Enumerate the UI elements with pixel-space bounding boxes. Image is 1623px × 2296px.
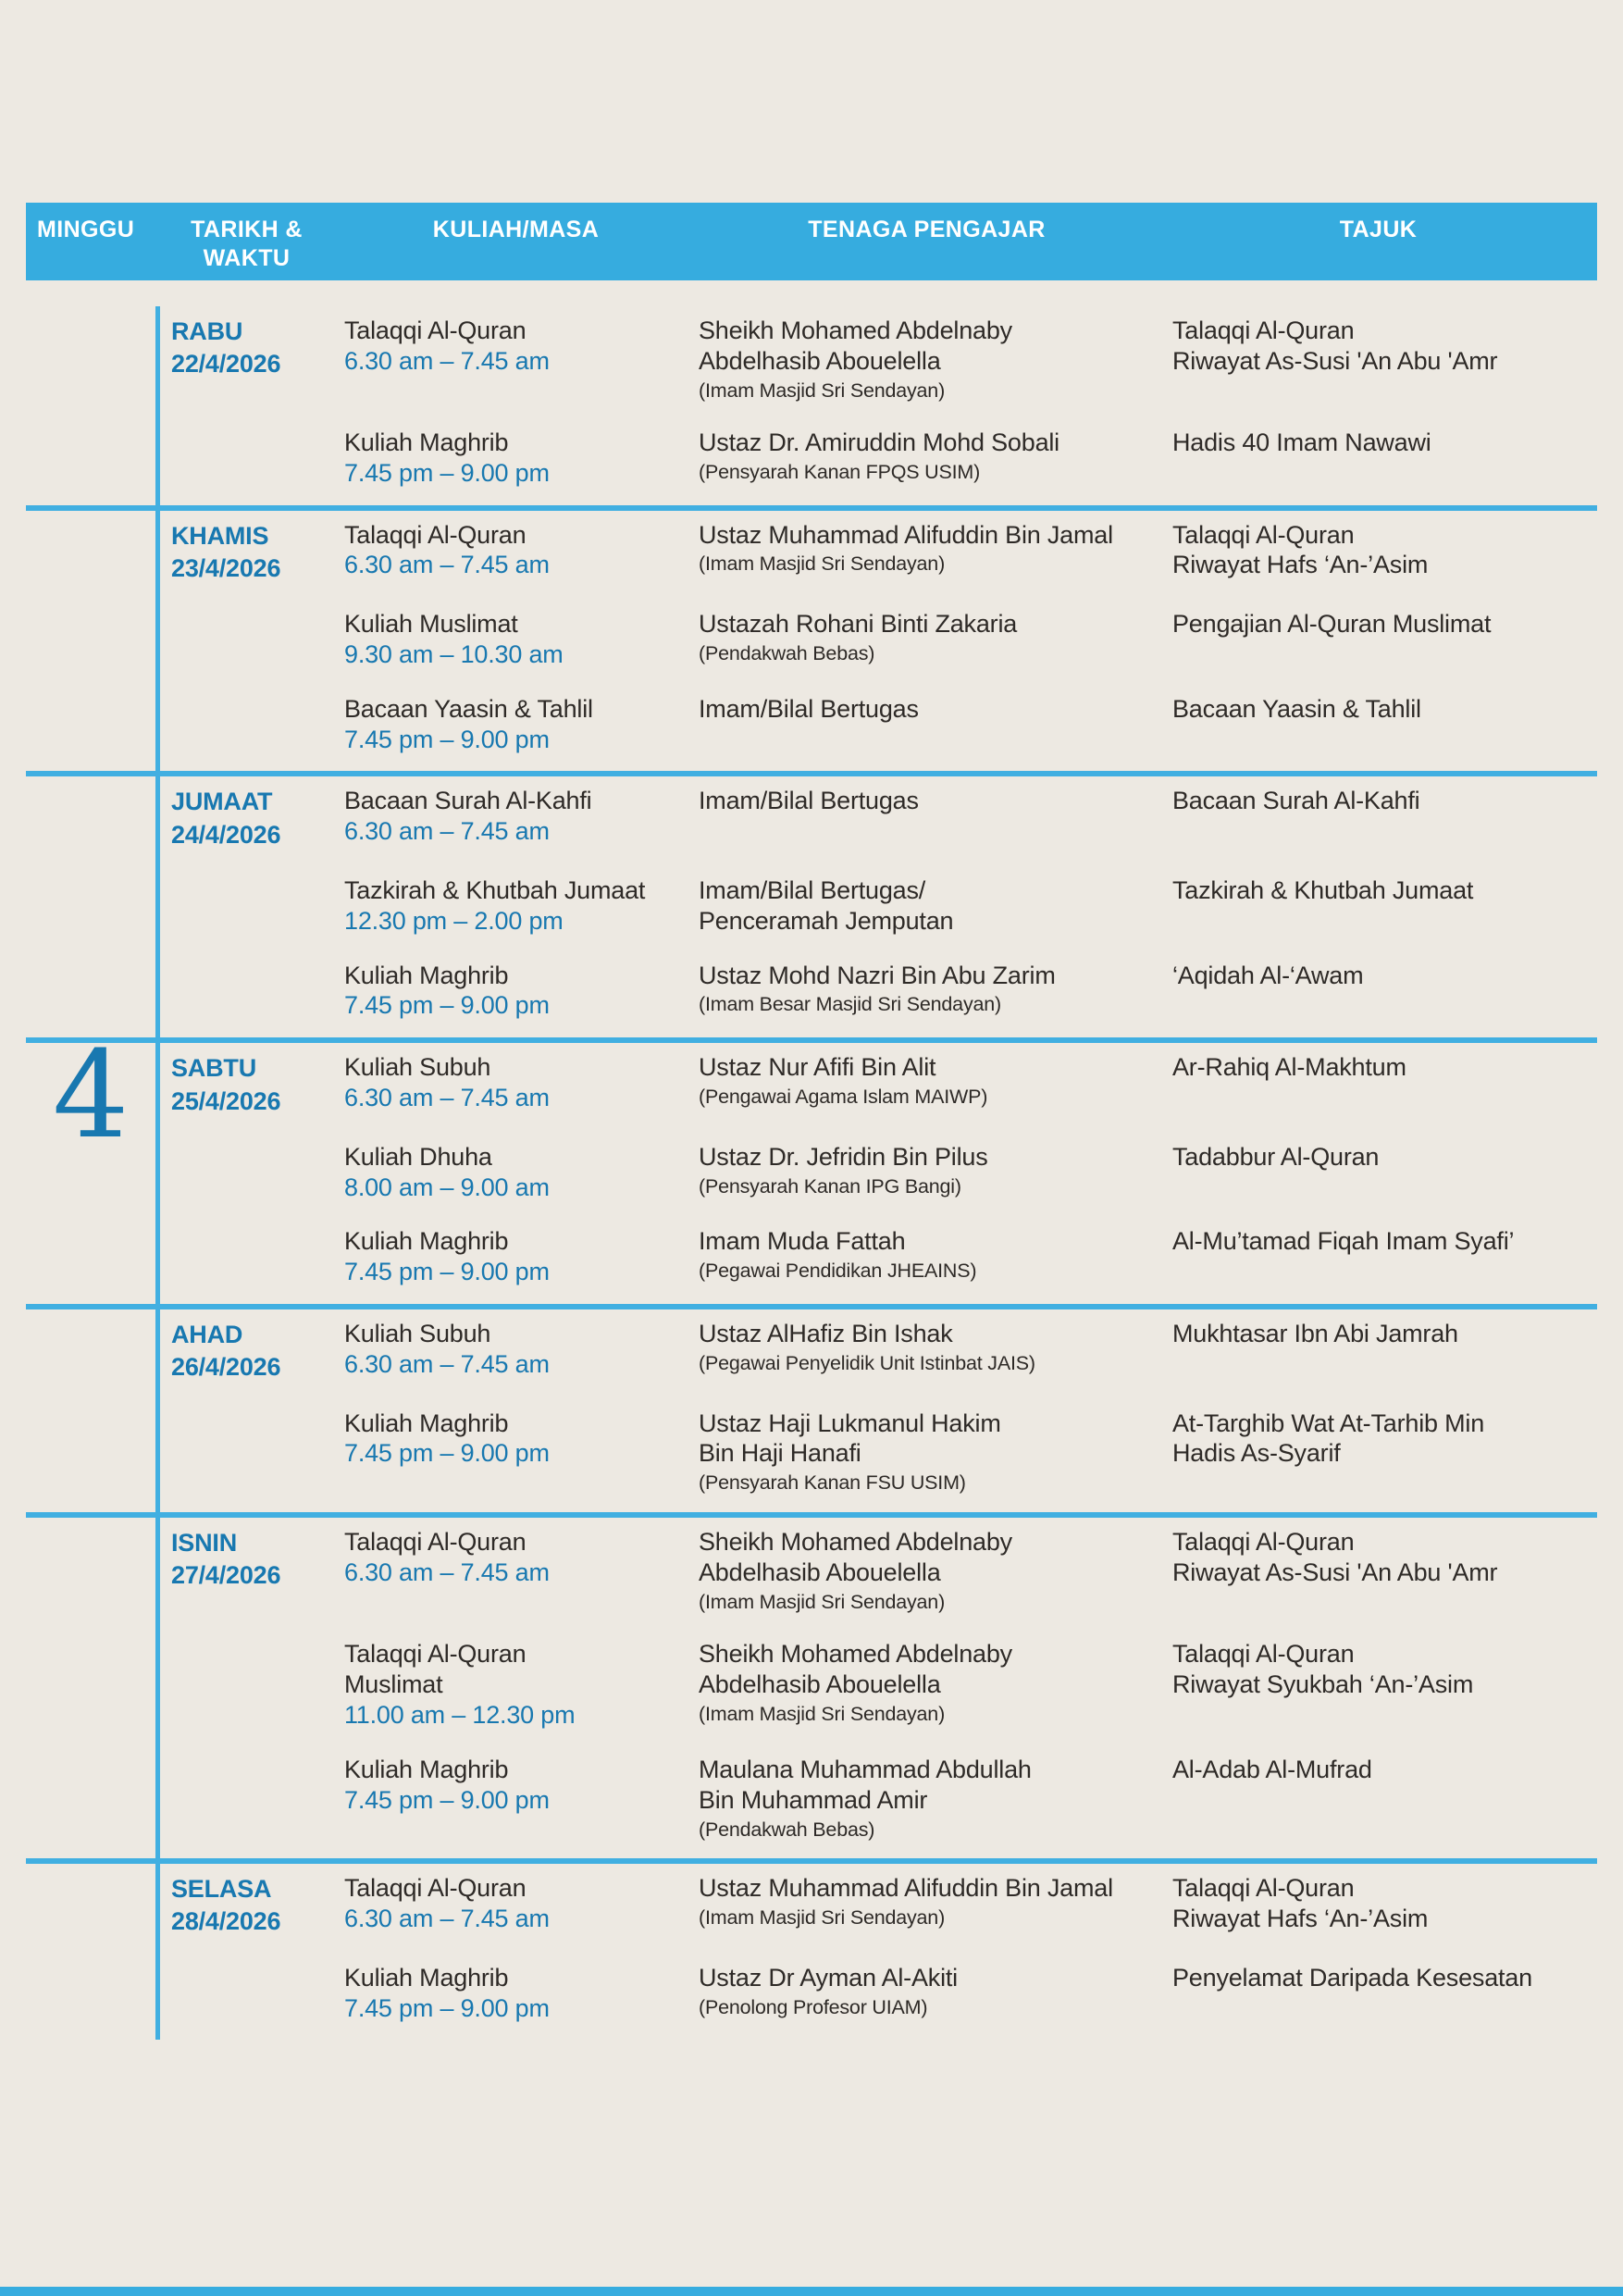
lecture-time: 7.45 pm – 9.00 pm: [344, 725, 550, 753]
header-tarikh-waktu: [155, 203, 338, 280]
instructor-cell: [694, 1961, 1159, 2024]
instructor-cell: [694, 426, 1159, 489]
instructor-role: (Pengawai Agama Islam MAIWP): [699, 1086, 988, 1109]
instructor-cell: [694, 314, 1159, 403]
topic-title: Penyelamat Daripada Kesesatan: [1172, 1963, 1532, 1992]
day-name: AHAD: [171, 1321, 243, 1349]
instructor-role: (Imam Masjid Sri Sendayan): [699, 1906, 946, 1930]
lecture-cell: [338, 314, 694, 403]
header-tajuk: TAJUK: [1339, 217, 1418, 242]
day-name: SABTU: [171, 1054, 256, 1083]
lecture-title: Kuliah Subuh: [344, 1320, 491, 1348]
topic-title: Mukhtasar Ibn Abi Jamrah: [1172, 1320, 1458, 1348]
lecture-cell: [338, 692, 694, 755]
lecture-title: Talaqqi Al-Quran: [344, 316, 527, 344]
lecture-time: 7.45 pm – 9.00 pm: [344, 991, 550, 1020]
topic-title: Riwayat Hafs ‘An-’Asim: [1172, 551, 1429, 579]
day-date: 28/4/2026: [171, 1907, 281, 1936]
instructor-cell: [694, 1871, 1159, 1938]
topic-cell: [1159, 1317, 1597, 1384]
lecture-cell: [338, 1407, 694, 1496]
instructor-name: Abdelhasib Abouelella: [699, 1558, 941, 1587]
topic-title: Hadis 40 Imam Nawawi: [1172, 428, 1431, 456]
instructor-name: Ustaz Nur Afifi Bin Alit: [699, 1053, 936, 1082]
topic-title: Talaqqi Al-Quran: [1172, 520, 1355, 549]
instructor-role: (Pegawai Penyelidik Unit Istinbat JAIS): [699, 1352, 1035, 1375]
topic-title: Riwayat As-Susi 'An Abu 'Amr: [1172, 1558, 1498, 1587]
week-number: 4: [52, 1024, 130, 1165]
lecture-time: 12.30 pm – 2.00 pm: [344, 906, 564, 935]
instructor-role: (Imam Masjid Sri Sendayan): [699, 379, 946, 402]
bottom-accent-bar: [0, 2287, 1623, 2296]
topic-title: Hadis As-Syarif: [1172, 1439, 1341, 1468]
lecture-title: Kuliah Subuh: [344, 1053, 491, 1082]
topic-cell: [1159, 692, 1597, 755]
instructor-name: Ustaz Mohd Nazri Bin Abu Zarim: [699, 961, 1056, 989]
lecture-cell: [338, 1224, 694, 1287]
lecture-cell: [338, 959, 694, 1022]
instructor-cell: [694, 1317, 1159, 1384]
topic-cell: [1159, 1871, 1597, 1938]
instructor-cell: [694, 607, 1159, 670]
day-date: 24/4/2026: [171, 820, 281, 849]
instructor-cell: [694, 1140, 1159, 1203]
lecture-time: 11.00 am – 12.30 pm: [344, 1700, 576, 1729]
topic-cell: [1159, 1407, 1597, 1496]
topic-cell: [1159, 607, 1597, 670]
lecture-cell: [338, 1871, 694, 1938]
lecture-time: 7.45 pm – 9.00 pm: [344, 1993, 550, 2022]
lecture-time: 6.30 am – 7.45 am: [344, 551, 550, 579]
lecture-time: 6.30 am – 7.45 am: [344, 1084, 550, 1112]
instructor-name: Ustaz Dr. Jefridin Bin Pilus: [699, 1142, 988, 1171]
topic-title: Talaqqi Al-Quran: [1172, 1528, 1355, 1557]
instructor-role: (Penolong Profesor UIAM): [699, 1995, 928, 2018]
topic-cell: [1159, 784, 1597, 850]
lecture-title: Tazkirah & Khutbah Jumaat: [344, 875, 646, 904]
topic-cell: [1159, 1753, 1597, 1843]
topic-cell: [1159, 959, 1597, 1022]
instructor-name: Penceramah Jemputan: [699, 906, 954, 935]
day-date: 22/4/2026: [171, 350, 281, 379]
lecture-time: 7.45 pm – 9.00 pm: [344, 458, 550, 487]
instructor-role: (Pensyarah Kanan FSU USIM): [699, 1471, 966, 1495]
day-section: [26, 306, 1597, 505]
lecture-cell: [338, 1140, 694, 1203]
topic-title: Riwayat As-Susi 'An Abu 'Amr: [1172, 346, 1498, 375]
topic-title: Al-Adab Al-Mufrad: [1172, 1755, 1372, 1783]
topic-title: Bacaan Yaasin & Tahlil: [1172, 694, 1421, 723]
lecture-title: Kuliah Muslimat: [344, 609, 518, 638]
topic-title: Tadabbur Al-Quran: [1172, 1142, 1380, 1171]
instructor-cell: [694, 1407, 1159, 1496]
lecture-title: Kuliah Maghrib: [344, 428, 509, 456]
topic-title: Riwayat Syukbah ‘An-’Asim: [1172, 1669, 1474, 1698]
lecture-title: Kuliah Dhuha: [344, 1142, 492, 1171]
day-name: KHAMIS: [171, 521, 269, 550]
day-name: SELASA: [171, 1875, 272, 1904]
instructor-cell: [694, 1224, 1159, 1287]
instructor-role: (Pensyarah Kanan IPG Bangi): [699, 1174, 961, 1198]
topic-title: Bacaan Surah Al-Kahfi: [1172, 787, 1420, 815]
day-section: [26, 1304, 1597, 1512]
instructor-name: Ustaz Muhammad Alifuddin Bin Jamal: [699, 1874, 1113, 1903]
day-date: 23/4/2026: [171, 553, 281, 582]
topic-cell: [1159, 518, 1597, 585]
instructor-name: Ustaz Dr Ayman Al-Akiti: [699, 1963, 958, 1992]
instructor-role: (Pendakwah Bebas): [699, 1818, 875, 1841]
lecture-cell: [338, 1961, 694, 2024]
day-cell: [155, 1871, 338, 1938]
lecture-cell: [338, 1753, 694, 1843]
topic-cell: [1159, 1140, 1597, 1203]
instructor-name: Ustaz Dr. Amiruddin Mohd Sobali: [699, 428, 1059, 456]
topic-cell: [1159, 1637, 1597, 1731]
topic-cell: [1159, 1050, 1597, 1117]
day-section: [26, 771, 1597, 1037]
lecture-time: 6.30 am – 7.45 am: [344, 346, 550, 375]
lecture-title: Talaqqi Al-Quran: [344, 1528, 527, 1557]
lecture-title: Kuliah Maghrib: [344, 1409, 509, 1437]
topic-title: Talaqqi Al-Quran: [1172, 1874, 1355, 1903]
lecture-title: Kuliah Maghrib: [344, 1963, 509, 1992]
instructor-name: Imam/Bilal Bertugas/: [699, 875, 926, 904]
topic-title: Riwayat Hafs ‘An-’Asim: [1172, 1905, 1429, 1933]
day-date: 25/4/2026: [171, 1086, 281, 1115]
instructor-role: (Pensyarah Kanan FPQS USIM): [699, 460, 981, 483]
topic-cell: [1159, 1224, 1597, 1287]
lecture-cell: [338, 1050, 694, 1117]
day-section: [26, 1858, 1597, 2040]
instructor-name: Sheikh Mohamed Abdelnaby: [699, 1639, 1012, 1668]
instructor-name: Ustaz AlHafiz Bin Ishak: [699, 1320, 953, 1348]
instructor-cell: [694, 959, 1159, 1022]
topic-cell: [1159, 1525, 1597, 1615]
instructor-name: Bin Muhammad Amir: [699, 1785, 928, 1814]
instructor-cell: [694, 784, 1159, 850]
lecture-title: Muslimat: [344, 1669, 443, 1698]
instructor-name: Bin Haji Hanafi: [699, 1439, 861, 1468]
instructor-role: (Imam Masjid Sri Sendayan): [699, 552, 946, 576]
instructor-role: (Pendakwah Bebas): [699, 641, 875, 664]
instructor-name: Imam/Bilal Bertugas: [699, 694, 919, 723]
lecture-title: Bacaan Yaasin & Tahlil: [344, 694, 593, 723]
instructor-role: (Pegawai Pendidikan JHEAINS): [699, 1260, 977, 1283]
day-date: 26/4/2026: [171, 1353, 281, 1382]
lecture-title: Talaqqi Al-Quran: [344, 1639, 527, 1668]
lecture-time: 9.30 am – 10.30 am: [344, 639, 564, 668]
day-name: JUMAAT: [171, 788, 273, 816]
instructor-name: Imam Muda Fattah: [699, 1227, 906, 1256]
day-cell: [155, 784, 338, 850]
lecture-time: 8.00 am – 9.00 am: [344, 1173, 550, 1201]
day-name: ISNIN: [171, 1529, 238, 1558]
lecture-cell: [338, 607, 694, 670]
instructor-cell: [694, 874, 1159, 937]
lecture-time: 7.45 pm – 9.00 pm: [344, 1439, 550, 1468]
instructor-cell: [694, 1050, 1159, 1117]
lecture-title: Bacaan Surah Al-Kahfi: [344, 787, 592, 815]
header-minggu: MINGGU: [37, 217, 135, 242]
instructor-cell: [694, 692, 1159, 755]
lecture-title: Kuliah Maghrib: [344, 961, 509, 989]
lecture-title: Kuliah Maghrib: [344, 1227, 509, 1256]
topic-title: Tazkirah & Khutbah Jumaat: [1172, 875, 1474, 904]
day-section: [26, 1512, 1597, 1858]
instructor-role: (Imam Masjid Sri Sendayan): [699, 1591, 946, 1614]
lecture-time: 6.30 am – 7.45 am: [344, 1350, 550, 1379]
topic-cell: [1159, 426, 1597, 489]
instructor-role: (Imam Besar Masjid Sri Sendayan): [699, 993, 1001, 1016]
instructor-role: (Imam Masjid Sri Sendayan): [699, 1702, 946, 1725]
instructor-name: Ustazah Rohani Binti Zakaria: [699, 609, 1018, 638]
lecture-time: 7.45 pm – 9.00 pm: [344, 1785, 550, 1814]
schedule-body: [26, 280, 1597, 2040]
lecture-time: 6.30 am – 7.45 am: [344, 1905, 550, 1933]
day-cell: [155, 314, 338, 403]
instructor-name: Maulana Muhammad Abdullah: [699, 1755, 1032, 1783]
instructor-name: Ustaz Muhammad Alifuddin Bin Jamal: [699, 520, 1113, 549]
topic-title: Al-Mu’tamad Fiqah Imam Syafi’: [1172, 1227, 1515, 1256]
lecture-title: Talaqqi Al-Quran: [344, 1874, 527, 1903]
instructor-name: Ustaz Haji Lukmanul Hakim: [699, 1409, 1001, 1437]
day-cell: [155, 1050, 338, 1117]
instructor-name: Sheikh Mohamed Abdelnaby: [699, 316, 1012, 344]
instructor-cell: [694, 518, 1159, 585]
lecture-cell: [338, 1317, 694, 1384]
topic-title: Pengajian Al-Quran Muslimat: [1172, 609, 1492, 638]
instructor-cell: [694, 1753, 1159, 1843]
day-cell: [155, 1525, 338, 1615]
lecture-time: 7.45 pm – 9.00 pm: [344, 1258, 550, 1286]
topic-title: At-Targhib Wat At-Tarhib Min: [1172, 1409, 1485, 1437]
lecture-cell: [338, 784, 694, 850]
day-cell: [155, 518, 338, 585]
header-tenaga-pengajar: TENAGA PENGAJAR: [808, 217, 1046, 242]
lecture-title: Kuliah Maghrib: [344, 1755, 509, 1783]
topic-title: Ar-Rahiq Al-Makhtum: [1172, 1053, 1406, 1082]
instructor-cell: [694, 1637, 1159, 1731]
lecture-cell: [338, 1637, 694, 1731]
day-cell: [155, 1317, 338, 1384]
day-section: [26, 1024, 1597, 1304]
lecture-time: 6.30 am – 7.45 am: [344, 1558, 550, 1587]
topic-cell: [1159, 1961, 1597, 2024]
instructor-name: Sheikh Mohamed Abdelnaby: [699, 1528, 1012, 1557]
lecture-title: Talaqqi Al-Quran: [344, 520, 527, 549]
table-header: [26, 203, 1597, 280]
lecture-cell: [338, 426, 694, 489]
instructor-name: Abdelhasib Abouelella: [699, 346, 941, 375]
lecture-cell: [338, 1525, 694, 1615]
topic-title: Talaqqi Al-Quran: [1172, 1639, 1355, 1668]
day-section: [26, 505, 1597, 772]
instructor-name: Abdelhasib Abouelella: [699, 1669, 941, 1698]
lecture-cell: [338, 874, 694, 937]
instructor-cell: [694, 1525, 1159, 1615]
topic-title: ‘Aqidah Al-‘Awam: [1172, 961, 1364, 989]
header-kuliah-masa: KULIAH/MASA: [432, 217, 600, 242]
topic-title: Talaqqi Al-Quran: [1172, 316, 1355, 344]
lecture-time: 6.30 am – 7.45 am: [344, 817, 550, 846]
instructor-name: Imam/Bilal Bertugas: [699, 787, 919, 815]
header-tarikh-waktu-label: TARIKH & WAKTU: [191, 217, 303, 272]
topic-cell: [1159, 314, 1597, 403]
lecture-cell: [338, 518, 694, 585]
topic-cell: [1159, 874, 1597, 937]
day-date: 27/4/2026: [171, 1561, 281, 1590]
day-name: RABU: [171, 317, 243, 345]
